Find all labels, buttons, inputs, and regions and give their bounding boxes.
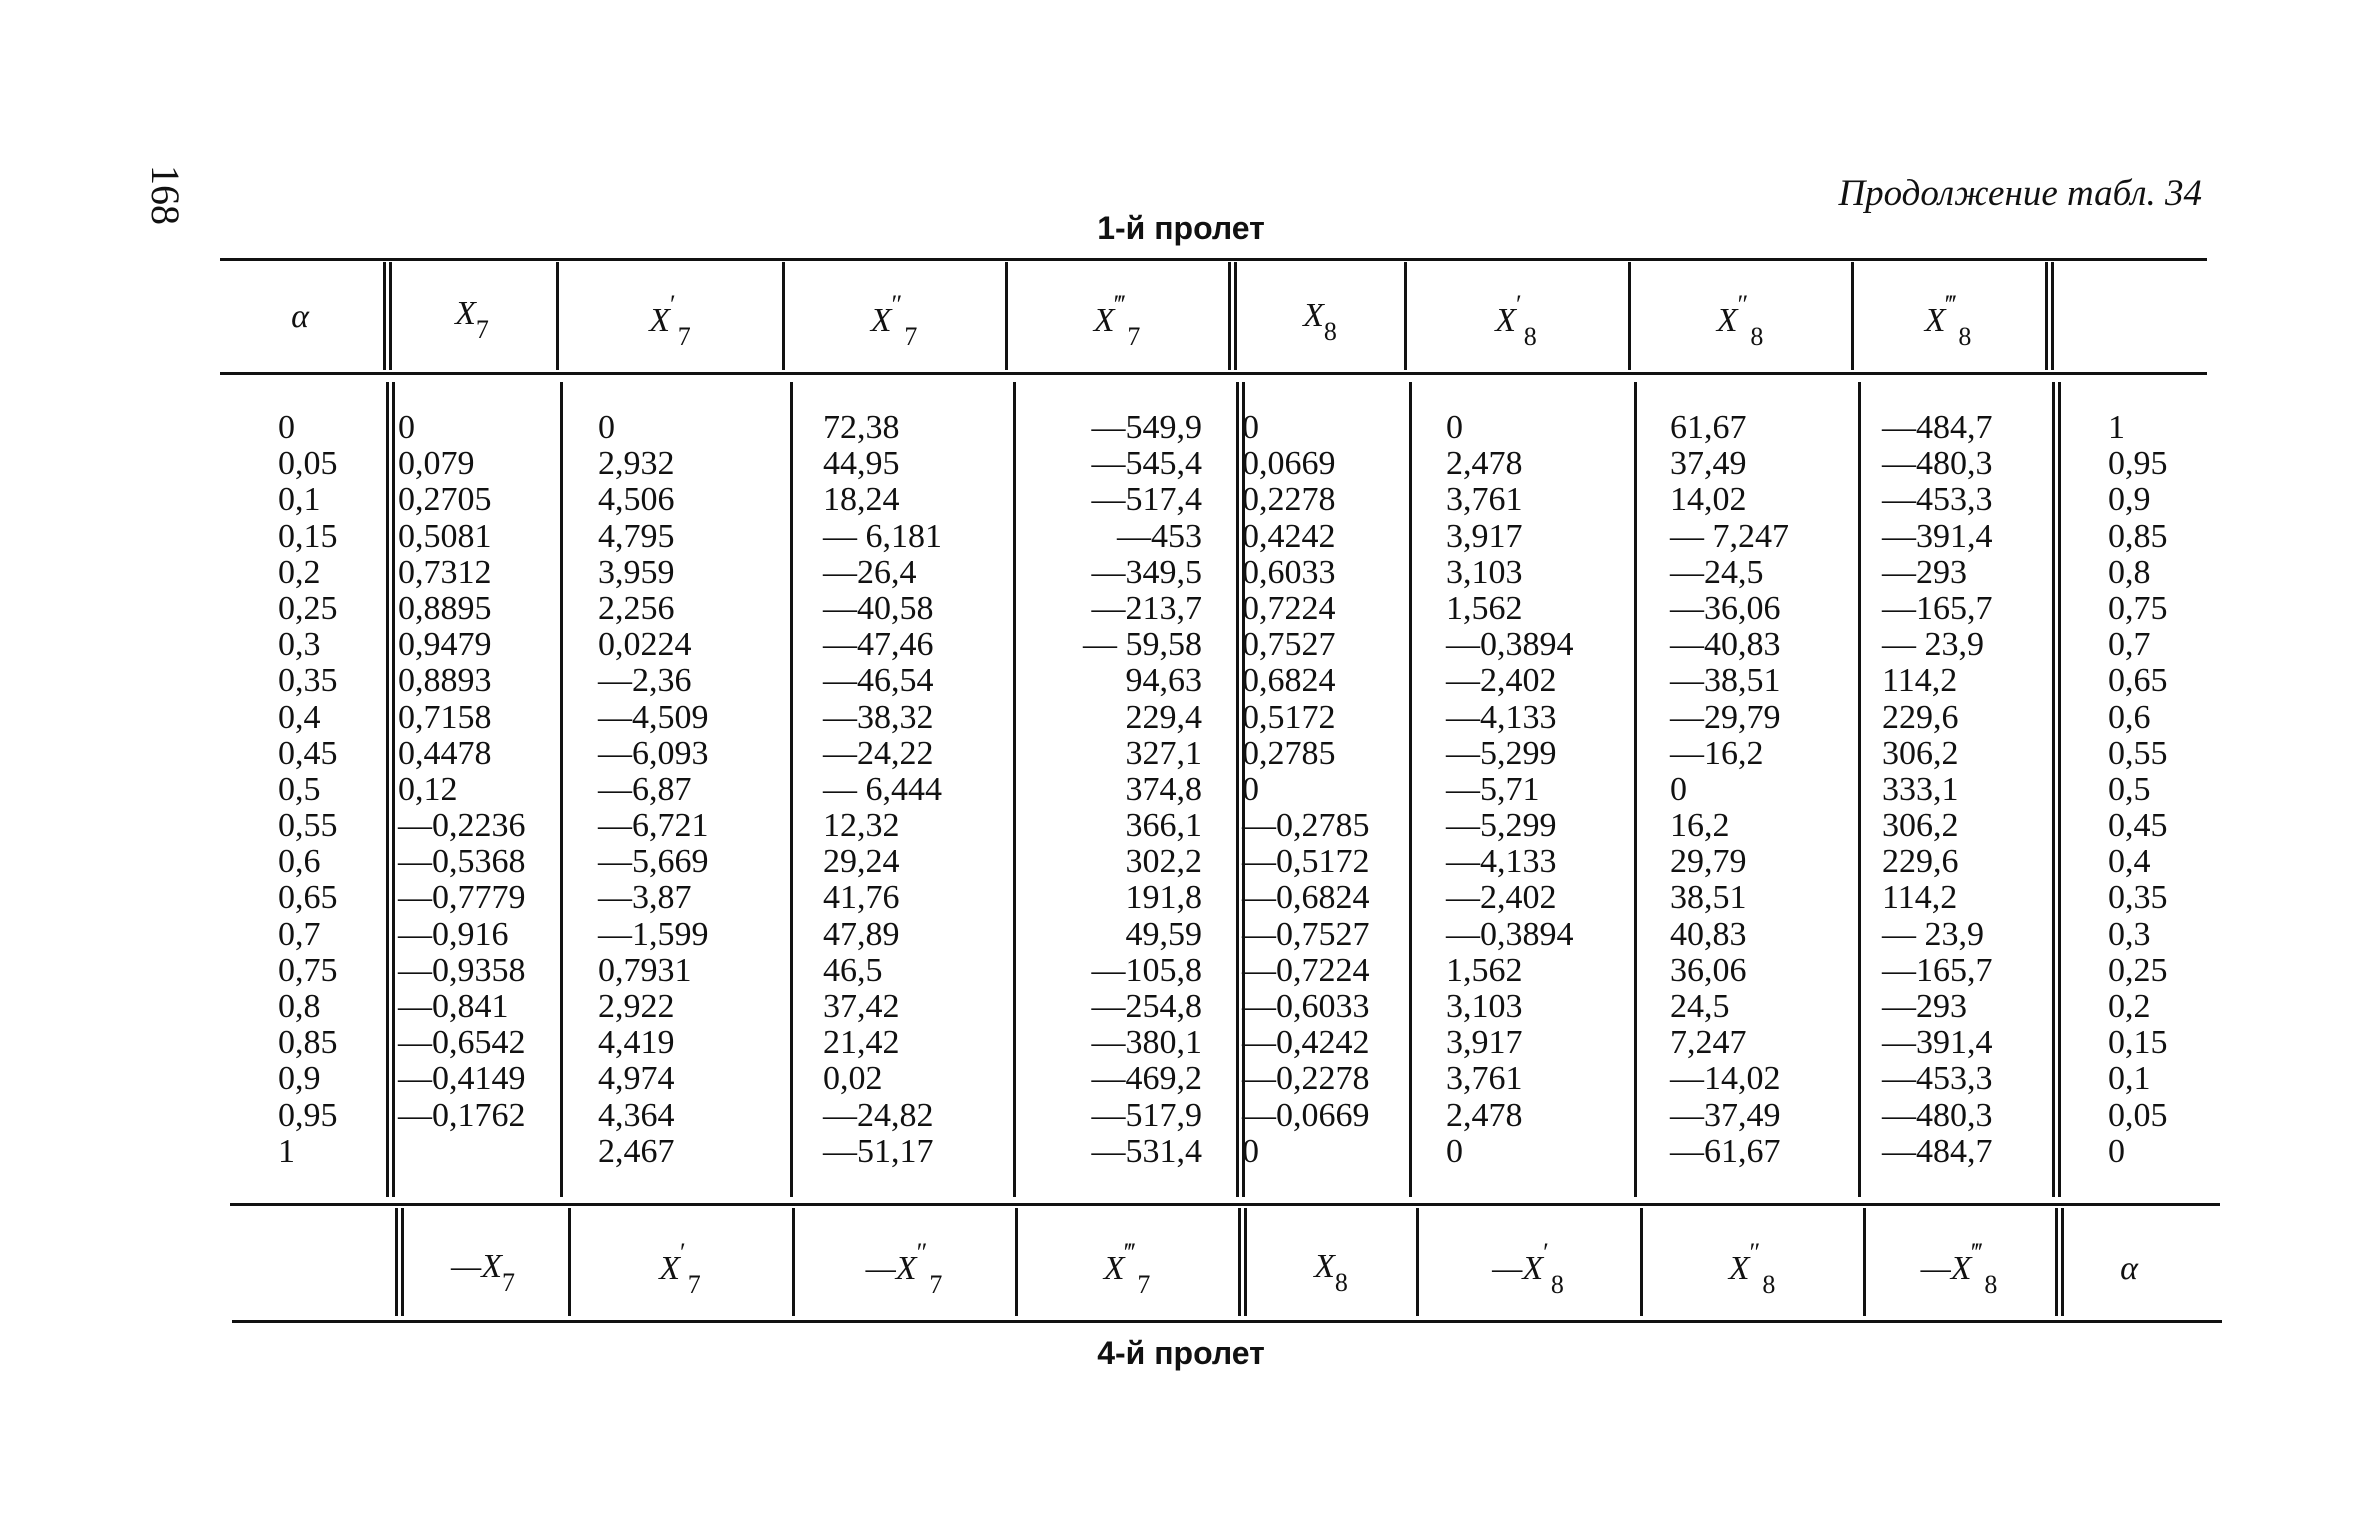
table-cell: 0,65 (278, 879, 338, 917)
table-cell: 46,5 (823, 951, 883, 989)
column-alpha-reverse (2108, 410, 2208, 1170)
table-cell: 0,45 (278, 734, 338, 772)
table-cell: —293 (1882, 553, 1967, 591)
table-cell: 0 (278, 409, 295, 446)
table-cell: 0,7931 (598, 951, 692, 989)
table-cell: 0,1 (2108, 1060, 2151, 1098)
table-cell: 0,2278 (1242, 481, 1336, 519)
table-cell: —0,4242 (1242, 1024, 1370, 1062)
table-cell: 0,6824 (1242, 662, 1336, 700)
header-bottom-rule (220, 372, 2207, 375)
column-divider (560, 382, 563, 1197)
table-cell: 3,761 (1446, 481, 1523, 519)
table-cell: 374,8 (1125, 770, 1202, 808)
table-cell: —0,7779 (398, 879, 526, 917)
footer-column-header: $—X^‴_8$ (1920, 1238, 1998, 1299)
table-cell: —5,299 (1446, 807, 1557, 845)
table-cell: 3,959 (598, 553, 675, 591)
table-cell: 4,795 (598, 517, 675, 555)
footer-column-header: $—X'_8$ (1492, 1238, 1564, 1299)
table-cell: 0,55 (278, 807, 338, 845)
column-header: $X_7$ (455, 295, 489, 344)
table-cell: 3,917 (1446, 1024, 1523, 1062)
table-cell: 18,24 (823, 481, 900, 519)
table-cell: 44,95 (823, 445, 900, 483)
column-divider (1013, 382, 1016, 1197)
table-cell: 0 (398, 409, 415, 446)
table-cell: —47,46 (823, 626, 934, 664)
table-cell: 229,6 (1882, 843, 1959, 881)
table-cell: —0,2278 (1242, 1060, 1370, 1098)
table-cell: 0,55 (2108, 734, 2168, 772)
table-cell: 0,5081 (398, 517, 492, 555)
table-cell: 327,1 (1125, 734, 1202, 772)
table-cell: 1 (278, 1132, 295, 1170)
table-cell: — 7,247 (1670, 517, 1789, 555)
table-cell: —165,7 (1882, 951, 1993, 989)
column-header: $X^‴_7$ (1093, 290, 1141, 351)
table-cell: 0,0669 (1242, 445, 1336, 483)
table-cell: 36,06 (1670, 951, 1747, 989)
table-cell: 0,3 (278, 626, 321, 664)
table-cell: 47,89 (823, 915, 900, 953)
table-bottom-rule (232, 1320, 2222, 1323)
table-cell: 0,4 (2108, 843, 2151, 881)
table-cell: — 6,181 (823, 517, 942, 555)
table-cell: 94,63 (1125, 662, 1202, 700)
table-cell: —4,509 (598, 698, 709, 736)
header-divider (1228, 262, 1231, 370)
table-cell: 0,4478 (398, 734, 492, 772)
table-cell: —29,79 (1670, 698, 1781, 736)
table-cell: 3,761 (1446, 1060, 1523, 1098)
column-x8 (1242, 410, 1402, 1170)
table-cell: 3,103 (1446, 988, 1523, 1025)
column-header: $X''_8$ (1716, 290, 1764, 351)
table-cell: —517,4 (1091, 481, 1202, 519)
table-cell: 38,51 (1670, 879, 1747, 917)
table-cell: 0,9 (278, 1060, 321, 1098)
table-cell: 229,4 (1125, 698, 1202, 736)
table-cell: 191,8 (1125, 879, 1202, 917)
table-cell: —480,3 (1882, 1096, 1993, 1134)
table-cell: 0,25 (278, 589, 338, 627)
table-cell: 114,2 (1882, 662, 1958, 700)
table-cell: —0,7224 (1242, 951, 1370, 989)
table-cell: 0,35 (278, 662, 338, 700)
table-cell: —0,6824 (1242, 879, 1370, 917)
footer-column-header: α (2120, 1250, 2138, 1287)
table-cell: —26,4 (823, 553, 917, 591)
table-cell: 0,8 (278, 988, 321, 1025)
table-cell: 0,3 (2108, 915, 2151, 953)
table-cell: 24,5 (1670, 988, 1730, 1025)
table-cell: 0,45 (2108, 807, 2168, 845)
table-cell: 0,05 (2108, 1096, 2168, 1134)
table-cell: —0,5368 (398, 843, 526, 881)
table-cell: 0,8893 (398, 662, 492, 700)
table-cell: 29,79 (1670, 843, 1747, 881)
footer-column-header: $X''_8$ (1728, 1238, 1776, 1299)
table-cell: —40,58 (823, 589, 934, 627)
table-cell: —349,5 (1091, 553, 1202, 591)
table-cell: —391,4 (1882, 517, 1993, 555)
table-cell: —453,3 (1882, 481, 1993, 519)
table-cell: —105,8 (1091, 951, 1202, 989)
table-cell: —380,1 (1091, 1024, 1202, 1062)
table-cell: 14,02 (1670, 481, 1747, 519)
column-divider (386, 382, 389, 1197)
column-divider (790, 382, 793, 1197)
column-header: $X_8$ (1303, 297, 1337, 346)
table-cell: —5,669 (598, 843, 709, 881)
column-divider (1236, 382, 1239, 1197)
table-cell: 0,95 (2108, 445, 2168, 483)
table-cell: 0,7312 (398, 553, 492, 591)
table-cell: —5,71 (1446, 770, 1540, 808)
table-cell: —391,4 (1882, 1024, 1993, 1062)
column-x8-triple-prime (1882, 410, 2052, 1170)
header-divider (2045, 262, 2048, 370)
footer-column-header: $X'_7$ (659, 1238, 701, 1299)
table-cell: —46,54 (823, 662, 934, 700)
table-cell: —2,402 (1446, 662, 1557, 700)
table-cell: 4,974 (598, 1060, 675, 1098)
table-cell: —0,5172 (1242, 843, 1370, 881)
table-cell: 0,85 (278, 1024, 338, 1062)
table-cell: 4,364 (598, 1096, 675, 1134)
table-cell: 40,83 (1670, 915, 1747, 953)
footer-column-header: $—X_7$ (451, 1248, 515, 1297)
table-cell: —3,87 (598, 879, 692, 917)
table-cell: 49,59 (1125, 915, 1202, 953)
page-number: 168 (143, 165, 188, 225)
table-cell: —14,02 (1670, 1060, 1781, 1098)
table-cell: 2,922 (598, 988, 675, 1025)
table-cell: 0,6 (278, 843, 321, 881)
column-x8-prime (1446, 410, 1626, 1170)
table-cell: 0,2 (278, 553, 321, 591)
table-cell: —0,841 (398, 988, 509, 1025)
table-cell: 0,05 (278, 445, 338, 483)
table-cell: —0,0669 (1242, 1096, 1370, 1134)
table-cell: — 59,58 (1083, 626, 1202, 664)
table-cell: 0,7158 (398, 698, 492, 736)
table-cell: 0,1 (278, 481, 321, 519)
table-cell: 0,75 (2108, 589, 2168, 627)
table-cell: —38,32 (823, 698, 934, 736)
table-cell: 0,8895 (398, 589, 492, 627)
table-cell: 0,15 (2108, 1024, 2168, 1062)
table-cell: 0,4 (278, 698, 321, 736)
column-x7-triple-prime (1020, 410, 1202, 1170)
table-cell: 0,6033 (1242, 553, 1336, 591)
table-cell: 0,35 (2108, 879, 2168, 917)
table-cell: —0,6033 (1242, 988, 1370, 1025)
table-cell: —484,7 (1882, 409, 1993, 446)
table-cell: 3,917 (1446, 517, 1523, 555)
table-cell: —1,599 (598, 915, 709, 953)
table-cell: 0,079 (398, 445, 475, 483)
table-cell: —0,2785 (1242, 807, 1370, 845)
table-cell: 0,65 (2108, 662, 2168, 700)
table-cell: —51,17 (823, 1132, 934, 1170)
table-cell: 0,2705 (398, 481, 492, 519)
table-cell: 0 (1242, 770, 1259, 808)
table-cell: —37,49 (1670, 1096, 1781, 1134)
table-cell: —480,3 (1882, 445, 1993, 483)
table-cell: —0,4149 (398, 1060, 526, 1098)
table-cell: —0,7527 (1242, 915, 1370, 953)
table-cell: 0 (1446, 1132, 1463, 1170)
table-cell: 333,1 (1882, 770, 1959, 808)
table-cell: 29,24 (823, 843, 900, 881)
table-cell: —36,06 (1670, 589, 1781, 627)
column-divider (1858, 382, 1861, 1197)
column-header: $X^‴_8$ (1924, 290, 1972, 351)
table-cell: —2,402 (1446, 879, 1557, 917)
table-cell: 1 (2108, 409, 2125, 446)
table-cell: 0,15 (278, 517, 338, 555)
footer-column-header: $X^‴_7$ (1103, 1238, 1151, 1299)
table-cell: 0,8 (2108, 553, 2151, 591)
table-cell (398, 1134, 558, 1170)
table-cell: 0,7527 (1242, 626, 1336, 664)
column-x8-double-prime (1670, 410, 1850, 1170)
table-cell: —453 (1117, 517, 1202, 555)
footer-column-header: $—X''_7$ (865, 1238, 943, 1299)
table-cell: — 23,9 (1882, 915, 1984, 953)
table-cell: 16,2 (1670, 807, 1730, 845)
table-cell: 2,256 (598, 589, 675, 627)
footer-header-divider (1238, 1208, 1241, 1316)
table-cell: 0,5172 (1242, 698, 1336, 736)
table-cell: 61,67 (1670, 409, 1747, 446)
table-cell: —213,7 (1091, 589, 1202, 627)
table-cell: 0,12 (398, 770, 458, 808)
table-continuation-caption: Продолжение табл. 34 (1838, 173, 2202, 214)
column-x7-prime (598, 410, 778, 1170)
footer-header-divider (395, 1208, 398, 1316)
table-cell: 0,7224 (1242, 589, 1336, 627)
table-cell: 0,7 (278, 915, 321, 953)
table-cell: —531,4 (1091, 1132, 1202, 1170)
table-cell: 4,506 (598, 481, 675, 519)
table-cell: —16,2 (1670, 734, 1764, 772)
table-cell: 0,5 (278, 770, 321, 808)
table-cell: 0,0224 (598, 626, 692, 664)
table-cell: 0 (598, 409, 615, 446)
table-cell: —549,9 (1091, 409, 1202, 446)
body-bottom-rule (230, 1203, 2220, 1206)
footer-header-divider (2055, 1208, 2058, 1316)
table-cell: —0,2236 (398, 807, 526, 845)
table-cell: 0,25 (2108, 951, 2168, 989)
table-cell: 0 (1446, 409, 1463, 446)
table-cell: 0,6 (2108, 698, 2151, 736)
table-cell: —24,82 (823, 1096, 934, 1134)
column-header: α (291, 298, 309, 335)
table-cell: 2,467 (598, 1132, 675, 1170)
column-divider (1409, 382, 1412, 1197)
table-cell: 0,2 (2108, 988, 2151, 1025)
table-cell: 2,478 (1446, 1096, 1523, 1134)
table-cell: 0,9479 (398, 626, 492, 664)
span-title-top: 1-й пролет (1097, 210, 1265, 246)
table-cell: —517,9 (1091, 1096, 1202, 1134)
header-divider (383, 262, 386, 370)
column-alpha (278, 410, 378, 1170)
table-cell: 21,42 (823, 1024, 900, 1062)
table-cell: 0 (1242, 1132, 1259, 1170)
table-cell: 41,76 (823, 879, 900, 917)
table-cell: —6,87 (598, 770, 692, 808)
table-cell: 2,478 (1446, 445, 1523, 483)
table-cell: —165,7 (1882, 589, 1993, 627)
table-cell: 7,247 (1670, 1024, 1747, 1062)
table-cell: 0,9 (2108, 481, 2151, 519)
table-cell: 0,85 (2108, 517, 2168, 555)
table-cell: 37,49 (1670, 445, 1747, 483)
table-cell: —24,5 (1670, 553, 1764, 591)
table-cell: 2,932 (598, 445, 675, 483)
table-cell: —6,093 (598, 734, 709, 772)
table-top-rule (220, 258, 2207, 261)
column-x7-double-prime (823, 410, 1003, 1170)
table-cell: 12,32 (823, 807, 900, 845)
table-cell: 0,02 (823, 1060, 883, 1098)
table-cell: 37,42 (823, 988, 900, 1025)
table-cell: —2,36 (598, 662, 692, 700)
table-cell: — 23,9 (1882, 626, 1984, 664)
table-cell: 0 (1670, 770, 1687, 808)
table-cell: 302,2 (1125, 843, 1202, 881)
table-cell: 366,1 (1125, 807, 1202, 845)
table-cell: — 6,444 (823, 770, 942, 808)
table-cell: —0,1762 (398, 1096, 526, 1134)
footer-column-header: $X_8$ (1314, 1248, 1348, 1297)
table-cell: 229,6 (1882, 698, 1959, 736)
table-cell: —453,3 (1882, 1060, 1993, 1098)
table-cell: —4,133 (1446, 698, 1557, 736)
table-cell: 1,562 (1446, 589, 1523, 627)
table-cell: —0,3894 (1446, 915, 1574, 953)
column-divider (2052, 382, 2055, 1197)
table-cell: —545,4 (1091, 445, 1202, 483)
table-cell: —484,7 (1882, 1132, 1993, 1170)
table-cell: 306,2 (1882, 734, 1959, 772)
table-cell: 0,4242 (1242, 517, 1336, 555)
table-cell: —469,2 (1091, 1060, 1202, 1098)
table-cell: —40,83 (1670, 626, 1781, 664)
table-cell: 72,38 (823, 409, 900, 446)
column-x7 (398, 410, 558, 1170)
table-cell: —293 (1882, 988, 1967, 1025)
span-title-bottom: 4-й пролет (1097, 1335, 1265, 1371)
table-cell: —5,299 (1446, 734, 1557, 772)
table-cell: 0,5 (2108, 770, 2151, 808)
table-cell: 4,419 (598, 1024, 675, 1062)
column-header: $X'_7$ (649, 290, 691, 351)
column-header: $X''_7$ (870, 290, 918, 351)
table-cell: 0 (2108, 1132, 2125, 1170)
table-cell: —6,721 (598, 807, 709, 845)
table-cell: 3,103 (1446, 553, 1523, 591)
table-cell: 0,7 (2108, 626, 2151, 664)
table-cell: 0,75 (278, 951, 338, 989)
table-cell: 114,2 (1882, 879, 1958, 917)
table-cell: 306,2 (1882, 807, 1959, 845)
table-cell: —254,8 (1091, 988, 1202, 1025)
table-cell: —0,9358 (398, 951, 526, 989)
table-cell: 0,95 (278, 1096, 338, 1134)
table-cell: —0,916 (398, 915, 509, 953)
table-cell: —61,67 (1670, 1132, 1781, 1170)
table-cell: 1,562 (1446, 951, 1523, 989)
header-divider (556, 262, 559, 370)
column-header: $X'_8$ (1495, 290, 1537, 351)
table-cell: —0,3894 (1446, 626, 1574, 664)
table-cell: —24,22 (823, 734, 934, 772)
table-cell: —38,51 (1670, 662, 1781, 700)
table-cell: —4,133 (1446, 843, 1557, 881)
table-cell: 0,2785 (1242, 734, 1336, 772)
table-cell: 0 (1242, 409, 1259, 446)
column-divider (1634, 382, 1637, 1197)
table-cell: —0,6542 (398, 1024, 526, 1062)
